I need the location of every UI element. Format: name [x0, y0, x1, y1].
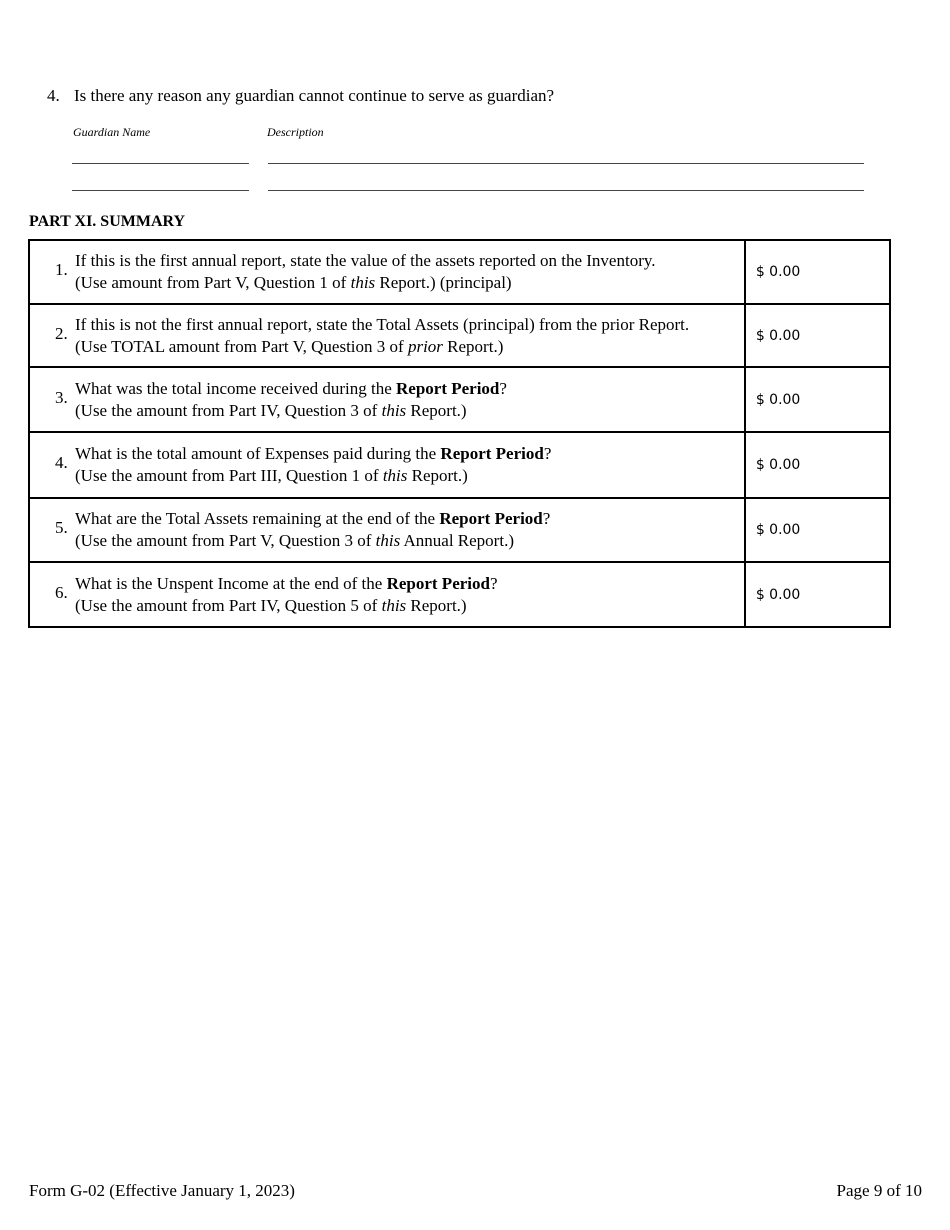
question-line-1: What is the Unspent Income at the end of the Report Period?	[75, 573, 498, 593]
summary-row	[29, 304, 890, 367]
summary-row	[29, 367, 890, 432]
summary-question-cell	[29, 498, 745, 562]
guardian-name-field-1[interactable]	[72, 163, 249, 164]
question-line-1: What was the total income received during the Report Period?	[75, 378, 507, 398]
description-field-2[interactable]	[268, 190, 864, 191]
question-line-2: (Use amount from Part V, Question 1 of this Report.) (principal)	[75, 273, 512, 292]
summary-question-cell	[29, 240, 745, 304]
summary-table	[28, 239, 891, 628]
question-line-1: If this is not the first annual report, state the Total Assets (principal) from the prior Report.	[75, 314, 690, 334]
description-header: Description	[267, 125, 324, 139]
summary-question-cell	[29, 562, 745, 627]
row-number: 4.	[55, 453, 68, 472]
summary-question-cell	[29, 367, 745, 432]
question-line-2: (Use TOTAL amount from Part V, Question 3 of prior Report.)	[75, 336, 504, 356]
question-line-2: (Use the amount from Part IV, Question 3 of this Report.)	[75, 400, 467, 420]
question-line-1: What is the total amount of Expenses paid during the Report Period?	[75, 444, 552, 463]
summary-row	[29, 240, 890, 304]
summary-row	[29, 432, 890, 498]
question-line-1: If this is the first annual report, state the value of the assets reported on the Inventory.	[75, 251, 656, 270]
question-text: Is there any reason any guardian cannot continue to serve as guardian?	[74, 86, 555, 105]
row-number: 6.	[55, 582, 68, 602]
question-line-2: (Use the amount from Part IV, Question 5 of this Report.)	[75, 595, 467, 615]
amount-field[interactable]: $ 0.00	[745, 304, 890, 367]
amount-field[interactable]: $ 0.00	[745, 498, 890, 562]
amount-field[interactable]: $ 0.00	[745, 432, 890, 498]
form-id: Form G-02 (Effective January 1, 2023)	[29, 1181, 295, 1200]
summary-question-cell	[29, 304, 745, 367]
summary-row	[29, 498, 890, 562]
part-title: PART XI. SUMMARY	[29, 213, 186, 230]
question-line-2: (Use the amount from Part V, Question 3 of this Annual Report.)	[75, 531, 514, 550]
description-field-1[interactable]	[268, 163, 864, 164]
row-number: 1.	[55, 260, 68, 279]
summary-question-cell	[29, 432, 745, 498]
row-number: 3.	[55, 387, 68, 407]
amount-field[interactable]: $ 0.00	[745, 562, 890, 627]
guardian-name-field-2[interactable]	[72, 190, 249, 191]
amount-field[interactable]: $ 0.00	[745, 240, 890, 304]
row-number: 2.	[55, 323, 68, 343]
summary-row	[29, 562, 890, 627]
question-number: 4.	[47, 86, 60, 105]
row-number: 5.	[55, 518, 68, 537]
question-line-2: (Use the amount from Part III, Question 1 of this Report.)	[75, 466, 468, 485]
question-line-1: What are the Total Assets remaining at the end of the Report Period?	[75, 509, 551, 528]
page-number: Page 9 of 10	[836, 1181, 922, 1200]
amount-field[interactable]: $ 0.00	[745, 367, 890, 432]
guardian-name-header: Guardian Name	[73, 125, 151, 139]
